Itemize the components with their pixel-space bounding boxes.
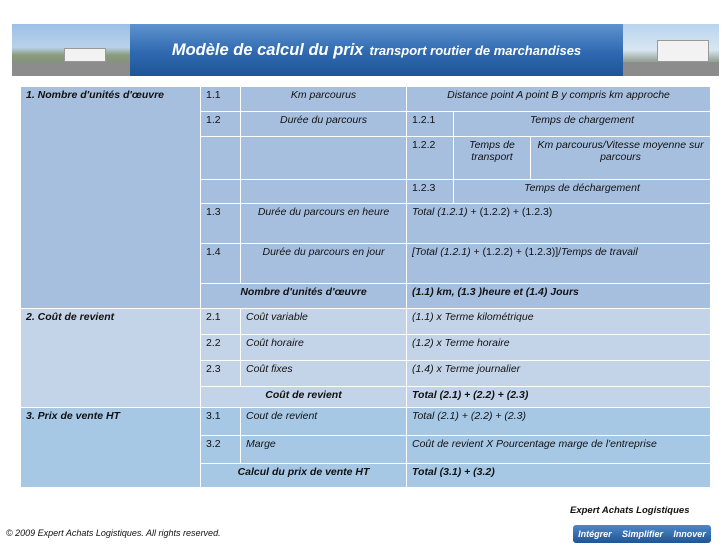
summary-value: Total (3.1) + (3.2): [407, 464, 711, 488]
row-label: Durée du parcours: [241, 111, 407, 136]
empty-cell: [241, 179, 407, 204]
row-label: Durée du parcours en jour: [241, 244, 407, 284]
row-label: Km parcourus: [241, 87, 407, 112]
row-description: (1.1) x Terme kilométrique: [407, 308, 711, 334]
row-description: [407, 244, 711, 284]
truck-shape: [64, 48, 106, 62]
section-title: 3. Prix de vente HT: [21, 408, 201, 488]
sub-number: 1.2.2: [407, 136, 454, 179]
sub-description: Temps de déchargement: [454, 179, 711, 204]
sub-number: 1.2.1: [407, 111, 454, 136]
table-row: [21, 408, 711, 436]
summary-label: Calcul du prix de vente HT: [201, 464, 407, 488]
truck-photo-left: [12, 24, 130, 76]
row-description: Distance point A point B y compris km approche: [407, 87, 711, 112]
desc-part: Total (1.2.1): [412, 206, 468, 219]
row-number: 3.1: [201, 408, 241, 436]
sub-description: Temps de chargement: [454, 111, 711, 136]
title-main: Modèle de calcul du prix: [171, 40, 364, 59]
row-description: Coût de revient X Pourcentage marge de l'entreprise: [407, 436, 711, 464]
table-row: [21, 308, 711, 334]
row-description: (1.4) x Terme journalier: [407, 360, 711, 386]
row-number: 3.2: [201, 436, 241, 464]
desc-part: + (1.2.2) + (1.2.3): [467, 206, 553, 219]
slogan-word: Intégrer: [578, 529, 612, 539]
row-label: Durée du parcours en heure: [241, 204, 407, 244]
row-label: Coût fixes: [241, 360, 407, 386]
calculation-table: [20, 86, 711, 488]
sub-description: Km parcourus/Vitesse moyenne sur parcours: [531, 136, 711, 179]
slogan-word: Simplifier: [621, 529, 663, 539]
slogan-badge: [573, 525, 711, 543]
row-label: Coût variable: [241, 308, 407, 334]
road-shape: [623, 62, 719, 76]
desc-part: Temps de travail: [561, 246, 638, 259]
row-number: 2.2: [201, 334, 241, 360]
row-number: 1.3: [201, 204, 241, 244]
row-description: (1.2) x Terme horaire: [407, 334, 711, 360]
truck-shape: [657, 40, 709, 62]
summary-label: Nombre d'unités d'œuvre: [201, 284, 407, 309]
section-title: 2. Coût de revient: [21, 308, 201, 407]
road-shape: [12, 62, 130, 76]
brand-name: Expert Achats Logistiques: [570, 505, 690, 516]
title-sub: transport routier de marchandises: [369, 42, 582, 58]
summary-value: Total (2.1) + (2.2) + (2.3): [407, 386, 711, 408]
empty-cell: [201, 136, 241, 179]
sub-label: Temps de transport: [454, 136, 531, 179]
table-row: [21, 87, 711, 112]
row-number: 1.4: [201, 244, 241, 284]
header-banner: [12, 24, 719, 76]
summary-label: Coût de revient: [201, 386, 407, 408]
row-number: 2.1: [201, 308, 241, 334]
row-description: [407, 204, 711, 244]
truck-photo-right: [623, 24, 719, 76]
row-number: 2.3: [201, 360, 241, 386]
page-title: [130, 24, 623, 76]
desc-part: + (1.2.2) + (1.2.3)]/: [470, 246, 562, 259]
summary-value: (1.1) km, (1.3 )heure et (1.4) Jours: [407, 284, 711, 309]
slogan-word: Innover: [673, 529, 706, 539]
sub-number: 1.2.3: [407, 179, 454, 204]
empty-cell: [241, 136, 407, 179]
copyright-text: © 2009 Expert Achats Logistiques. All rights reserved.: [6, 528, 221, 538]
desc-part: [Total (1.2.1): [412, 246, 471, 259]
section-title: 1. Nombre d'unités d'œuvre: [21, 87, 201, 309]
row-number: 1.2: [201, 111, 241, 136]
row-label: Cout de revient: [241, 408, 407, 436]
row-label: Marge: [241, 436, 407, 464]
row-number: 1.1: [201, 87, 241, 112]
row-description: Total (2.1) + (2.2) + (2.3): [407, 408, 711, 436]
row-label: Coût horaire: [241, 334, 407, 360]
empty-cell: [201, 179, 241, 204]
